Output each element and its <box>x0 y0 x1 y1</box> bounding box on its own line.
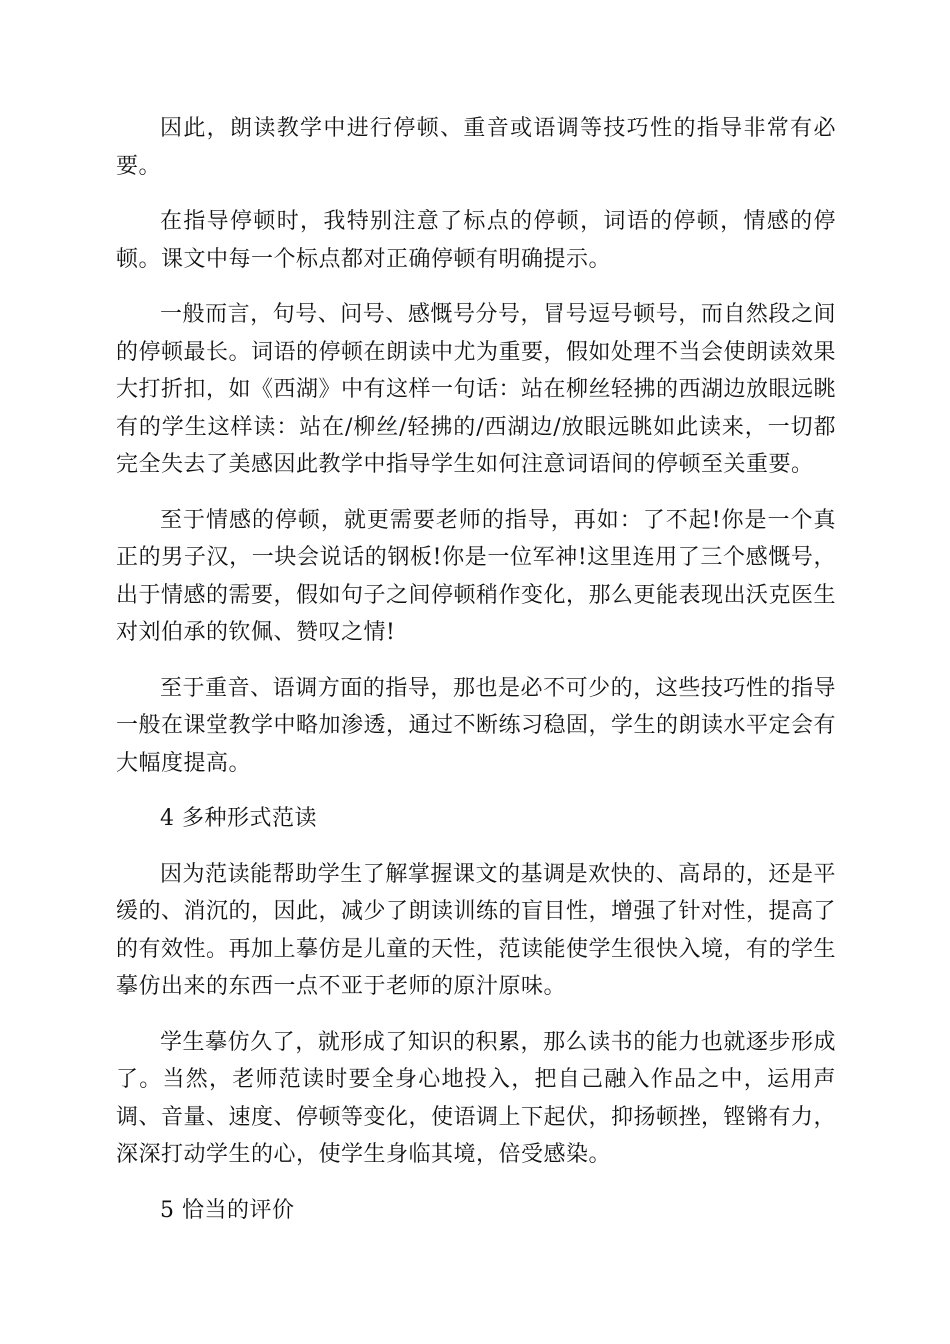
section-heading-model-reading: 4 多种形式范读 <box>160 806 317 831</box>
paragraph-emotional-pauses: 至于情感的停顿，就更需要老师的指导，再如：了不起!你是一个真正的男子汉，一块会说话的钢板!你是一位军神!这里连用了三个感慨号，出于情感的需要，假如句子之间停顿稍作变化，那么更能表现出沃克医生对刘伯承的钦佩、赞叹之情! <box>116 507 837 645</box>
paragraph-stress-and-intonation: 至于重音、语调方面的指导，那也是必不可少的，这些技巧性的指导一般在课堂教学中略加渗透，通过不断练习稳固，学生的朗读水平定会有大幅度提高。 <box>116 675 837 776</box>
paragraph-imitation-and-teacher-reading: 学生摹仿久了，就形成了知识的积累，那么读书的能力也就逐步形成了。当然，老师范读时要全身心地投入，把自己融入作品之中，运用声调、音量、速度、停顿等变化，使语调上下起伏，抑扬顿挫，铿锵有力，深深打动学生的心，使学生身临其境，倍受感染。 <box>116 1029 837 1167</box>
section-heading-evaluation: 5 恰当的评价 <box>160 1197 295 1223</box>
paragraph-pause-guidance-intro: 因此，朗读教学中进行停顿、重音或语调等技巧性的指导非常有必要。 <box>116 116 836 179</box>
paragraph-model-reading-benefits: 因为范读能帮助学生了解掌握课文的基调是欢快的、高昂的，还是平缓的、消沉的，因此，减少了朗读训练的盲目性，增强了针对性，提高了的有效性。再加上摹仿是儿童的天性，范读能使学生很快入境，有的学生摹仿出来的东西一点不亚于老师的原汁原味。 <box>116 861 837 999</box>
document-body <box>116 110 836 1247</box>
paragraph-pause-types: 在指导停顿时，我特别注意了标点的停顿，词语的停顿，情感的停顿。课文中每一个标点都对正确停顿有明确提示。 <box>116 209 836 272</box>
paragraph-punctuation-and-word-pauses: 一般而言，句号、问号、感慨号分号，冒号逗号顿号，而自然段之间的停顿最长。词语的停顿在朗读中尤为重要，假如处理不当会使朗读效果大打折扣，如《西湖》中有这样一句话：站在柳丝轻拂的西湖边放眼远眺有的学生这样读：站在/柳丝/轻拂的/西湖边/放眼远眺如此读来，一切都完全失去了美感因此教学中指导学生如何注意词语间的停顿至关重要。 <box>116 302 837 477</box>
